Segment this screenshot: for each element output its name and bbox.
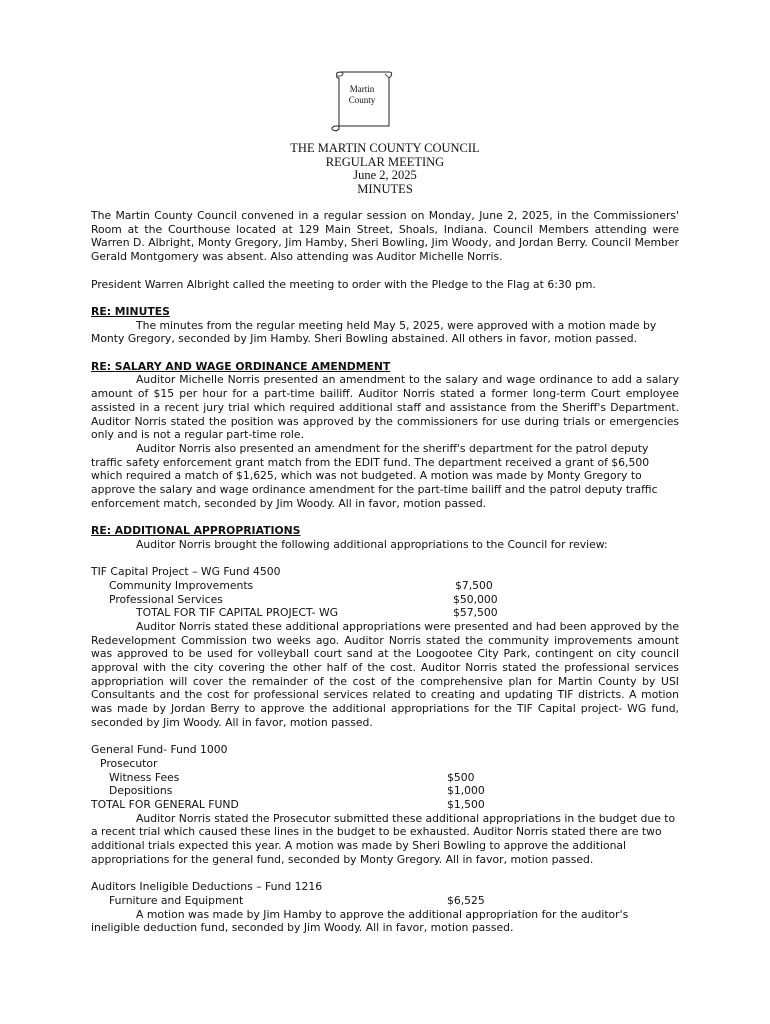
line-item-label: Community Improvements bbox=[109, 578, 254, 592]
line-item-label: Depositions bbox=[109, 784, 173, 798]
meeting-date: June 2, 2025 bbox=[353, 168, 417, 182]
appropriations-heading: RE: ADDITIONAL APPROPRIATIONS bbox=[91, 524, 301, 538]
appropriations-intro: Auditor Norris brought the following additional appropriations to the Council for review: bbox=[136, 537, 608, 551]
auditors-fund-discussion: A motion was made by Jim Hamby to approve the additional appropriation for the auditor's ineligible deduction fund, seconded by Jim Woody. All in favor, motion passed. bbox=[91, 907, 629, 935]
document-type: MINUTES bbox=[357, 181, 413, 196]
council-title: THE MARTIN COUNTY COUNCIL bbox=[290, 141, 480, 155]
total-label: TOTAL FOR GENERAL FUND bbox=[91, 798, 239, 812]
total-amount: $57,500 bbox=[453, 606, 498, 620]
document-header bbox=[0, 142, 770, 196]
line-item-label: Professional Services bbox=[109, 592, 223, 606]
line-item-amount: $50,000 bbox=[453, 592, 498, 606]
seal-line-2: County bbox=[348, 95, 376, 105]
line-item bbox=[91, 579, 679, 593]
seal-line-1: Martin bbox=[349, 84, 375, 94]
line-item-amount: $500 bbox=[447, 770, 475, 784]
line-item-amount: $6,525 bbox=[447, 893, 485, 907]
general-fund-discussion: Auditor Norris stated the Prosecutor submitted these additional appropriations in the budget due to a recent trial which caused these lines in the budget to be exhausted. Auditor Norris stated there are two additional trials expected this year. A motion was made by Sheri Bowling to approve the additional appropriations for the general fund, seconded by Monty Gregory. All in favor, motion passed. bbox=[91, 811, 676, 866]
general-fund-department: Prosecutor bbox=[100, 756, 158, 770]
call-to-order-paragraph: President Warren Albright called the meeting to order with the Pledge to the Flag at 6:30 pm. bbox=[91, 277, 596, 291]
intro-paragraph: The Martin County Council convened in a regular session on Monday, June 2, 2025, in the Commissioners' Room at the Courthouse located at 129 Main Street, Shoals, Indiana. Council Members attending were Warren D. Albright, Monty Gregory, Jim Hamby, Sheri Bowling, Jim Woody, and Jordan Berry. Council Member Gerald Montgomery was absent. Also attending was Auditor Michelle Norris. bbox=[91, 209, 679, 264]
total-row bbox=[91, 798, 679, 812]
tif-fund-title: TIF Capital Project – WG Fund 4500 bbox=[91, 565, 281, 579]
seal-text bbox=[336, 84, 388, 106]
line-item bbox=[91, 593, 679, 607]
minutes-text: The minutes from the regular meeting held May 5, 2025, were approved with a motion made by Monty Gregory, seconded by Jim Hamby. Sheri Bowling abstained. All others in favor, motion passed. bbox=[91, 318, 657, 346]
auditors-fund-title: Auditors Ineligible Deductions – Fund 1216 bbox=[91, 880, 323, 894]
total-label: TOTAL FOR TIF CAPITAL PROJECT- WG bbox=[136, 606, 338, 620]
salary-paragraph-1: Auditor Michelle Norris presented an amendment to the salary and wage ordinance to add a salary amount of $15 per hour for a part-time bailiff. Auditor Norris stated a former long-term Court employee assisted in a recent jury trial which required additional staff and assistance from the Sheriff's Department. Auditor Norris stated the position was approved by the commissioners for use during trials or emergencies only and is not a regular part-time role. bbox=[91, 373, 679, 442]
line-item bbox=[91, 784, 679, 798]
line-item bbox=[91, 771, 679, 785]
line-item-amount: $1,000 bbox=[447, 784, 485, 798]
meeting-type: REGULAR MEETING bbox=[325, 154, 445, 169]
tif-discussion: Auditor Norris stated these additional appropriations were presented and had been approved by the Redevelopment Commission two weeks ago. Auditor Norris stated the community improvements amount was approved to be used for volleyball court sand at the Loogootee City Park, contingent on city council approval with the city covering the other half of the cost. Auditor Norris stated the professional services appropriation will cover the remainder of the cost of the comprehensive plan for Martin County by USI Consultants and the cost for professional services related to creating and updating TIF districts. A motion was made by Jordan Berry to approve the additional appropriations for the TIF Capital project- WG fund, seconded by Jim Woody. All in favor, motion passed. bbox=[91, 619, 679, 729]
salary-paragraph-2: Auditor Norris also presented an amendment for the sheriff's department for the patrol deputy traffic safety enforcement grant match from the EDIT fund. The department received a grant of $6,500 which required a match of $1,625, which was not budgeted. A motion was made by Monty Gregory to approve the salary and wage ordinance amendment for the part-time bailiff and the patrol deputy traffic enforcement match, seconded by Jim Woody. All in favor, motion passed. bbox=[91, 441, 658, 510]
total-amount: $1,500 bbox=[447, 798, 485, 812]
salary-heading: RE: SALARY AND WAGE ORDINANCE AMENDMENT bbox=[91, 359, 391, 373]
line-item-label: Furniture and Equipment bbox=[109, 893, 244, 907]
line-item-amount: $7,500 bbox=[455, 578, 493, 592]
line-item bbox=[91, 894, 679, 908]
general-fund-title: General Fund- Fund 1000 bbox=[91, 743, 228, 757]
total-row bbox=[91, 606, 679, 620]
minutes-body bbox=[91, 209, 679, 935]
line-item-label: Witness Fees bbox=[109, 770, 180, 784]
minutes-heading: RE: MINUTES bbox=[91, 304, 170, 318]
